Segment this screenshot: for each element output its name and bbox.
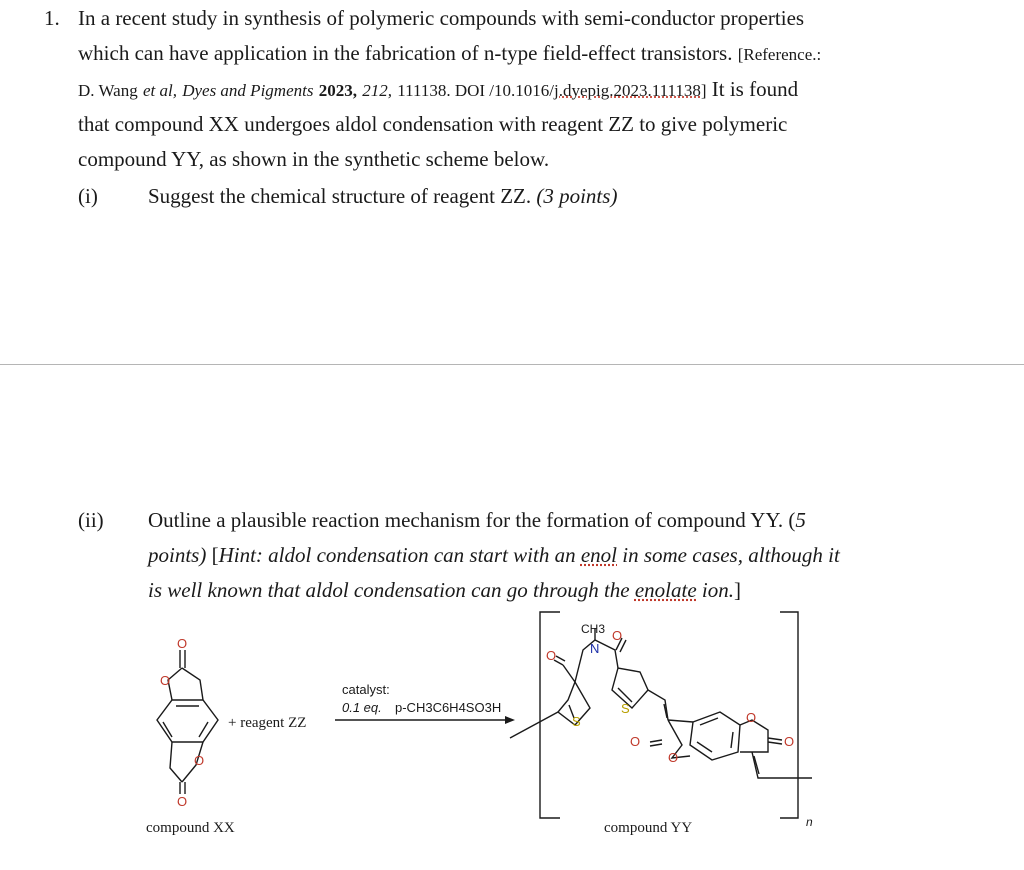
question-line-3-tail: It is found: [711, 77, 799, 101]
part-i-question: Suggest the chemical structure of reagent ZZ.: [148, 184, 532, 208]
yy-methyl: CH3: [581, 622, 606, 636]
yy-atom-n: N: [590, 641, 600, 656]
hint-open: [: [211, 543, 219, 567]
part-i-points: (3 points): [536, 184, 618, 208]
yy-atom-s2: S: [621, 701, 630, 716]
reference-open: [Reference.:: [737, 45, 822, 64]
reference-doi: j.dyepig.2023.111138]: [554, 81, 707, 100]
question-number: 1.: [44, 6, 60, 30]
compound-yy-label: compound YY: [604, 820, 693, 836]
xx-atom-o4: O: [177, 794, 188, 809]
reference-authors: D. Wang: [78, 81, 138, 100]
hint-close: ]: [734, 578, 742, 602]
part-ii-label: (ii): [78, 508, 104, 532]
xx-atom-o3: O: [194, 753, 205, 768]
plus-reagent-label: + reagent ZZ: [228, 715, 307, 731]
yy-atom-o1: O: [546, 648, 557, 663]
repeat-subscript-n: n: [806, 815, 813, 829]
yy-atom-o5: O: [746, 710, 757, 725]
reference-year: 2023,: [318, 81, 357, 100]
reference-volume: 212,: [362, 81, 392, 100]
yy-atom-o4: O: [668, 750, 679, 765]
compound-yy-structure: [510, 612, 812, 818]
part-ii-points-word: points): [148, 543, 207, 567]
question-line-5: compound YY, as shown in the synthetic scheme below.: [78, 147, 550, 171]
hint-text-c: is well known that aldol condensation can go through the: [148, 578, 630, 602]
yy-atom-o3: O: [630, 734, 641, 749]
yy-atom-o6: O: [784, 734, 795, 749]
hint-enolate: enolate: [634, 578, 697, 602]
part-ii-text-a: Outline a plausible reaction mechanism for the formation of compound YY. (: [148, 508, 796, 532]
question-line-2-text: which can have application in the fabrication of n-type field-effect transistors.: [78, 41, 733, 65]
reference-article: 111138. DOI /10.1016/: [397, 81, 554, 100]
xx-atom-o2: O: [160, 673, 171, 688]
compound-xx-label: compound XX: [146, 820, 235, 836]
hint-text-d: ion.: [701, 578, 735, 602]
hint-text-b: in some cases, although it: [622, 543, 840, 567]
part-ii-points: 5: [795, 508, 806, 532]
reference-etal: et al,: [142, 81, 177, 100]
yy-atom-s1: S: [572, 714, 581, 729]
part-i-label: (i): [78, 184, 98, 208]
question-line-4: that compound XX undergoes aldol condensation with reagent ZZ to give polymeric: [78, 112, 788, 136]
question-line-1: In a recent study in synthesis of polymeric compounds with semi-conductor properties: [78, 6, 805, 30]
compound-xx-structure: [157, 650, 218, 794]
reference-journal: Dyes and Pigments: [182, 81, 314, 100]
catalyst-label: catalyst:: [342, 682, 390, 697]
reaction-arrow-head: [505, 716, 515, 724]
catalyst-formula: p-CH3C6H4SO3H: [395, 700, 502, 715]
hint-text-a: Hint: aldol condensation can start with an: [218, 543, 576, 567]
catalyst-amount: 0.1 eq.: [342, 700, 382, 715]
xx-atom-o1: O: [177, 636, 188, 651]
yy-atom-o2: O: [612, 628, 623, 643]
hint-enol: enol: [580, 543, 617, 567]
